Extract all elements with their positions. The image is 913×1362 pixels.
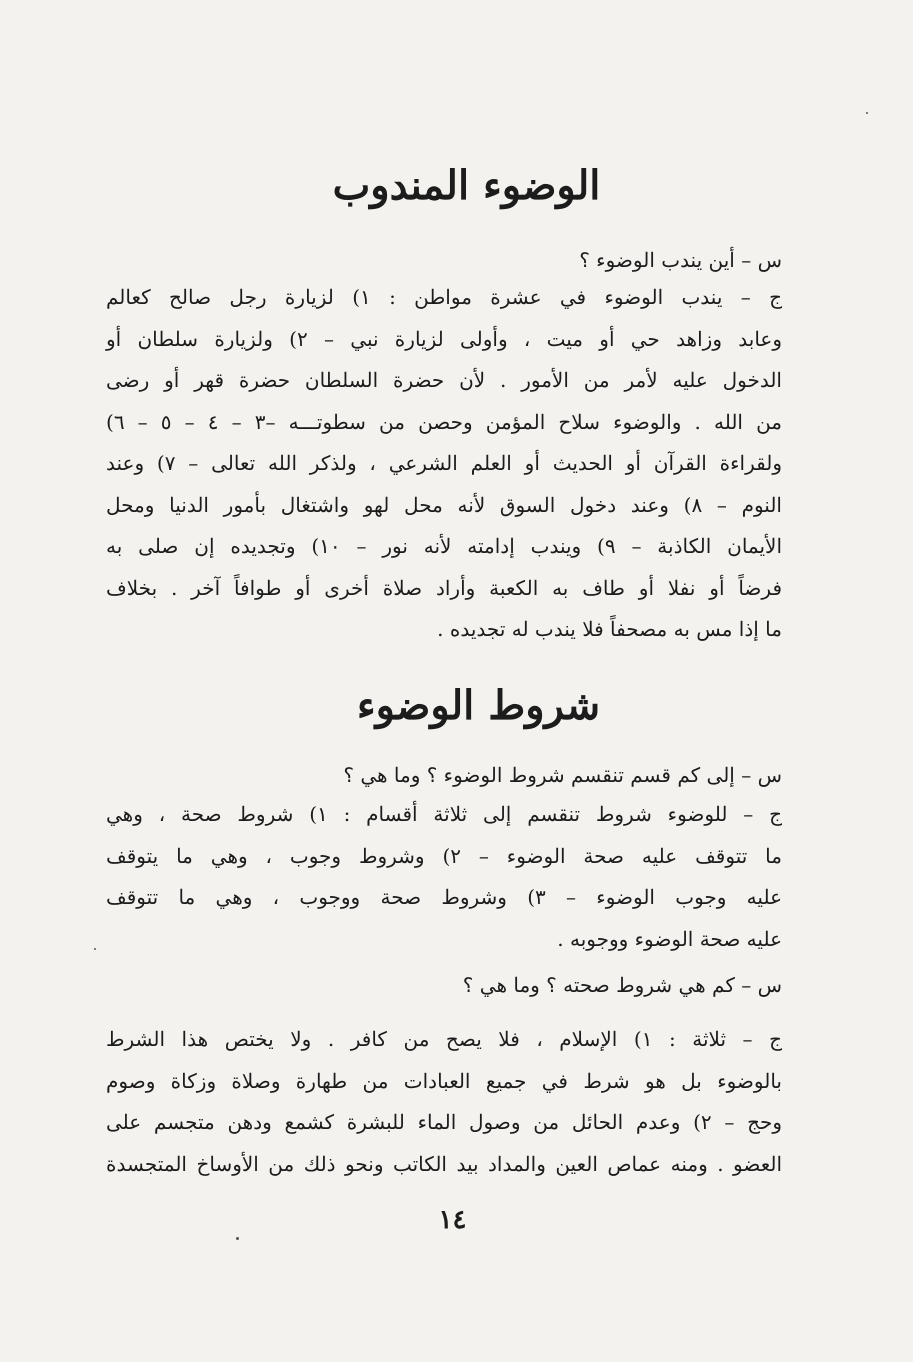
answer-line: عليه صحة الوضوء ووجوبه . [557, 926, 782, 951]
answer-line: ج – للوضوء شروط تنقسم إلى ثلاثة أقسام : ١) شروط صحة ، وهي [106, 802, 783, 826]
print-speck [236, 1237, 239, 1240]
section-title-mandub-wudu: الوضوء المندوب [332, 162, 601, 209]
answer-line: الأيمان الكاذبة – ٩) ويندب إدامته لأنه نور – ١٠) وتجديده إن صلى به [106, 534, 782, 558]
print-speck [94, 948, 96, 950]
question-line: س – أين يندب الوضوء ؟ [579, 248, 782, 272]
answer-line: عليه وجوب الوضوء – ٣) وشروط صحة ووجوب ، وهي ما تتوقف [106, 885, 782, 909]
answer-line: ولقراءة القرآن أو الحديث أو العلم الشرعي ، ولذكر الله تعالى – ٧) وعند [106, 451, 782, 475]
answer-validity-conditions [106, 1019, 782, 1185]
question-line: س – كم هي شروط صحته ؟ وما هي ؟ [462, 973, 782, 997]
question-validity-conditions [106, 965, 782, 1007]
answer-line: وحج – ٢) وعدم الحائل من وصول الماء للبشرة كشمع ودهن متجسم على [106, 1110, 782, 1134]
page-number: ١٤ [438, 1205, 467, 1235]
answer-line: الدخول عليه لأمر من الأمور . لأن حضرة السلطان حضرة قهر أو رضى [106, 368, 782, 392]
answer-line: ما تتوقف عليه صحة الوضوء – ٢) وشروط وجوب ، وهي ما يتوقف [106, 843, 782, 868]
print-speck [866, 112, 868, 114]
answer-line: فرضاً أو نفلا أو طاف به الكعبة وأراد صلاة أخرى أو طوافاً آخر . بخلاف [106, 575, 782, 600]
answer-line: ج – يندب الوضوء في عشرة مواطن : ١) لزيارة رجل صالح كعالم [106, 285, 782, 309]
answer-line: النوم – ٨) وعند دخول السوق لأنه محل لهو واشتغال بأمور الدنيا ومحل [106, 492, 782, 517]
answer-line: ج – ثلاثة : ١) الإسلام ، فلا يصح من كافر . ولا يختص هذا الشرط [106, 1027, 783, 1051]
answer-line: بالوضوء بل هو شرط في جميع العبادات من طهارة وصلاة وزكاة وصوم [106, 1068, 782, 1093]
section-title-wudu-conditions: شروط الوضوء [356, 682, 601, 729]
question-condition-categories [106, 755, 782, 797]
answer-line: وعابد وزاهد حي أو ميت ، وأولى لزيارة نبي – ٢) ولزيارة سلطان أو [106, 326, 782, 351]
question-where-wudu-recommended [106, 240, 782, 282]
answer-line: من الله . والوضوء سلاح المؤمن وحصن من سطوتـــه –٣ – ٤ – ٥ – ٦) [106, 409, 783, 434]
answer-line: العضو . ومنه عماص العين والمداد بيد الكاتب ونحو ذلك من الأوساخ المتجسدة [106, 1151, 782, 1176]
answer-condition-categories [106, 794, 782, 960]
answer-ten-places [106, 277, 782, 651]
question-line: س – إلى كم قسم تنقسم شروط الوضوء ؟ وما هي ؟ [343, 763, 782, 787]
answer-line: ما إذا مس به مصحفاً فلا يندب له تجديده . [437, 617, 782, 641]
